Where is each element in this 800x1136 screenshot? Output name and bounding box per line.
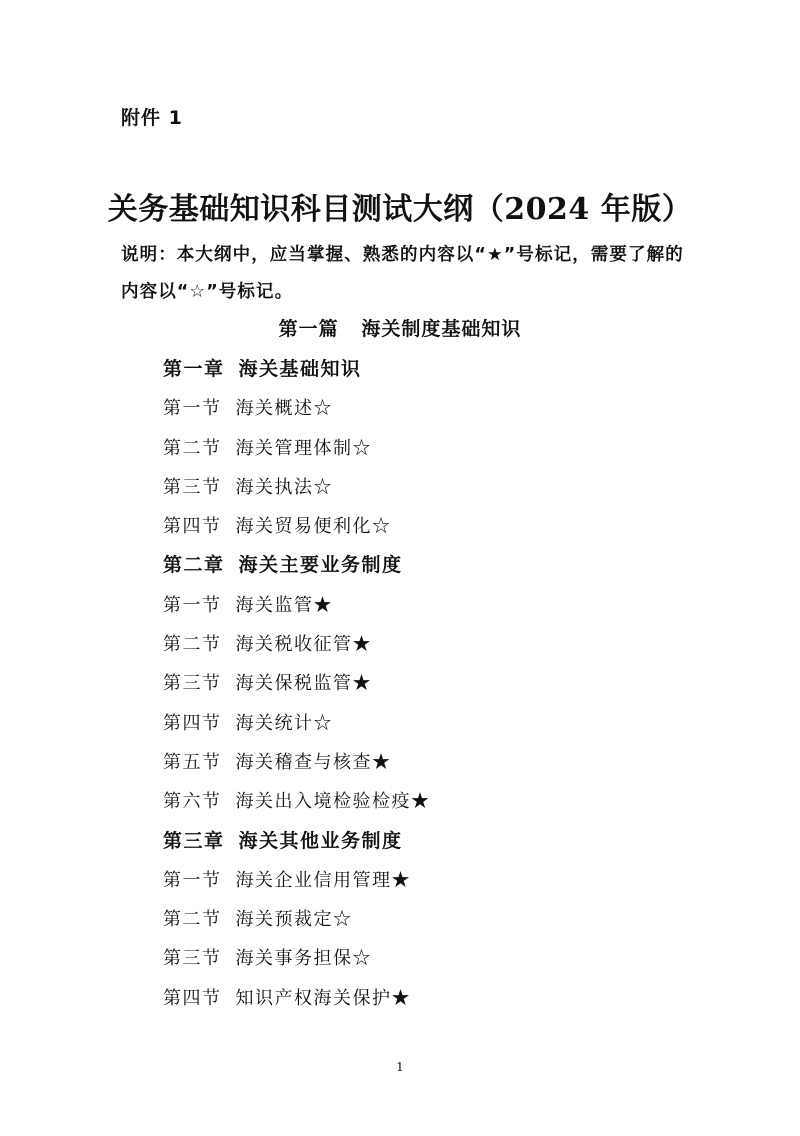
section-number: 第三节 <box>163 673 222 695</box>
section-number: 第四节 <box>163 516 222 538</box>
section-item <box>163 586 431 625</box>
section-item <box>163 389 431 428</box>
section-item <box>163 429 431 468</box>
chapter-number: 第一章 <box>163 358 225 380</box>
section-title: 海关税收征管★ <box>235 634 372 656</box>
section-title: 海关管理体制☆ <box>235 437 372 459</box>
chapter-number: 第三章 <box>163 829 225 852</box>
section-title: 海关预裁定☆ <box>235 909 353 931</box>
attachment-label: 附件 1 <box>121 107 183 129</box>
chapter-number: 第二章 <box>163 554 225 577</box>
section-number: 第六节 <box>163 791 222 813</box>
section-title: 海关统计☆ <box>235 712 333 734</box>
section-number: 第四节 <box>163 987 222 1009</box>
section-number: 第一节 <box>163 594 222 616</box>
chapter-title: 海关基础知识 <box>238 358 362 380</box>
section-number: 第三节 <box>163 476 222 498</box>
section-item <box>163 704 431 743</box>
section-item <box>163 900 431 939</box>
section-title: 海关企业信用管理★ <box>235 869 411 891</box>
document-title: 关务基础知识科目测试大纲（2024 年版） <box>107 192 693 227</box>
section-title: 知识产权海关保护★ <box>235 987 411 1009</box>
section-item <box>163 507 431 546</box>
section-title: 海关事务担保☆ <box>235 948 372 970</box>
section-title: 海关稽查与核查★ <box>235 751 392 773</box>
section-number: 第五节 <box>163 751 222 773</box>
section-title: 海关执法☆ <box>235 476 333 498</box>
section-number: 第一节 <box>163 398 222 420</box>
chapter-heading <box>163 546 431 585</box>
section-number: 第四节 <box>163 712 222 734</box>
section-item <box>163 861 431 900</box>
section-number: 第二节 <box>163 437 222 459</box>
section-item <box>163 664 431 703</box>
section-item <box>163 743 431 782</box>
page-number: 1 <box>396 1060 404 1074</box>
part-title: 第一篇 海关制度基础知识 <box>278 318 522 340</box>
syllabus-outline <box>163 350 431 1018</box>
chapter-heading <box>163 822 431 861</box>
legend-note: 说明：本大纲中，应当掌握、熟悉的内容以“★”号标记，需要了解的内容以“☆”号标记。 <box>121 245 684 302</box>
chapter-title: 海关主要业务制度 <box>238 554 403 577</box>
section-item <box>163 625 431 664</box>
section-title: 海关概述☆ <box>235 398 333 420</box>
section-number: 第一节 <box>163 869 222 891</box>
section-item <box>163 468 431 507</box>
section-number: 第二节 <box>163 634 222 656</box>
section-title: 海关保税监管★ <box>235 673 372 695</box>
section-number: 第三节 <box>163 948 222 970</box>
section-title: 海关出入境检验检疫★ <box>235 791 431 813</box>
chapter-title: 海关其他业务制度 <box>238 829 403 852</box>
section-item <box>163 782 431 821</box>
section-number: 第二节 <box>163 909 222 931</box>
section-title: 海关贸易便利化☆ <box>235 516 392 538</box>
section-title: 海关监管★ <box>235 594 333 616</box>
section-item <box>163 979 431 1018</box>
section-item <box>163 939 431 978</box>
chapter-heading <box>163 350 431 389</box>
